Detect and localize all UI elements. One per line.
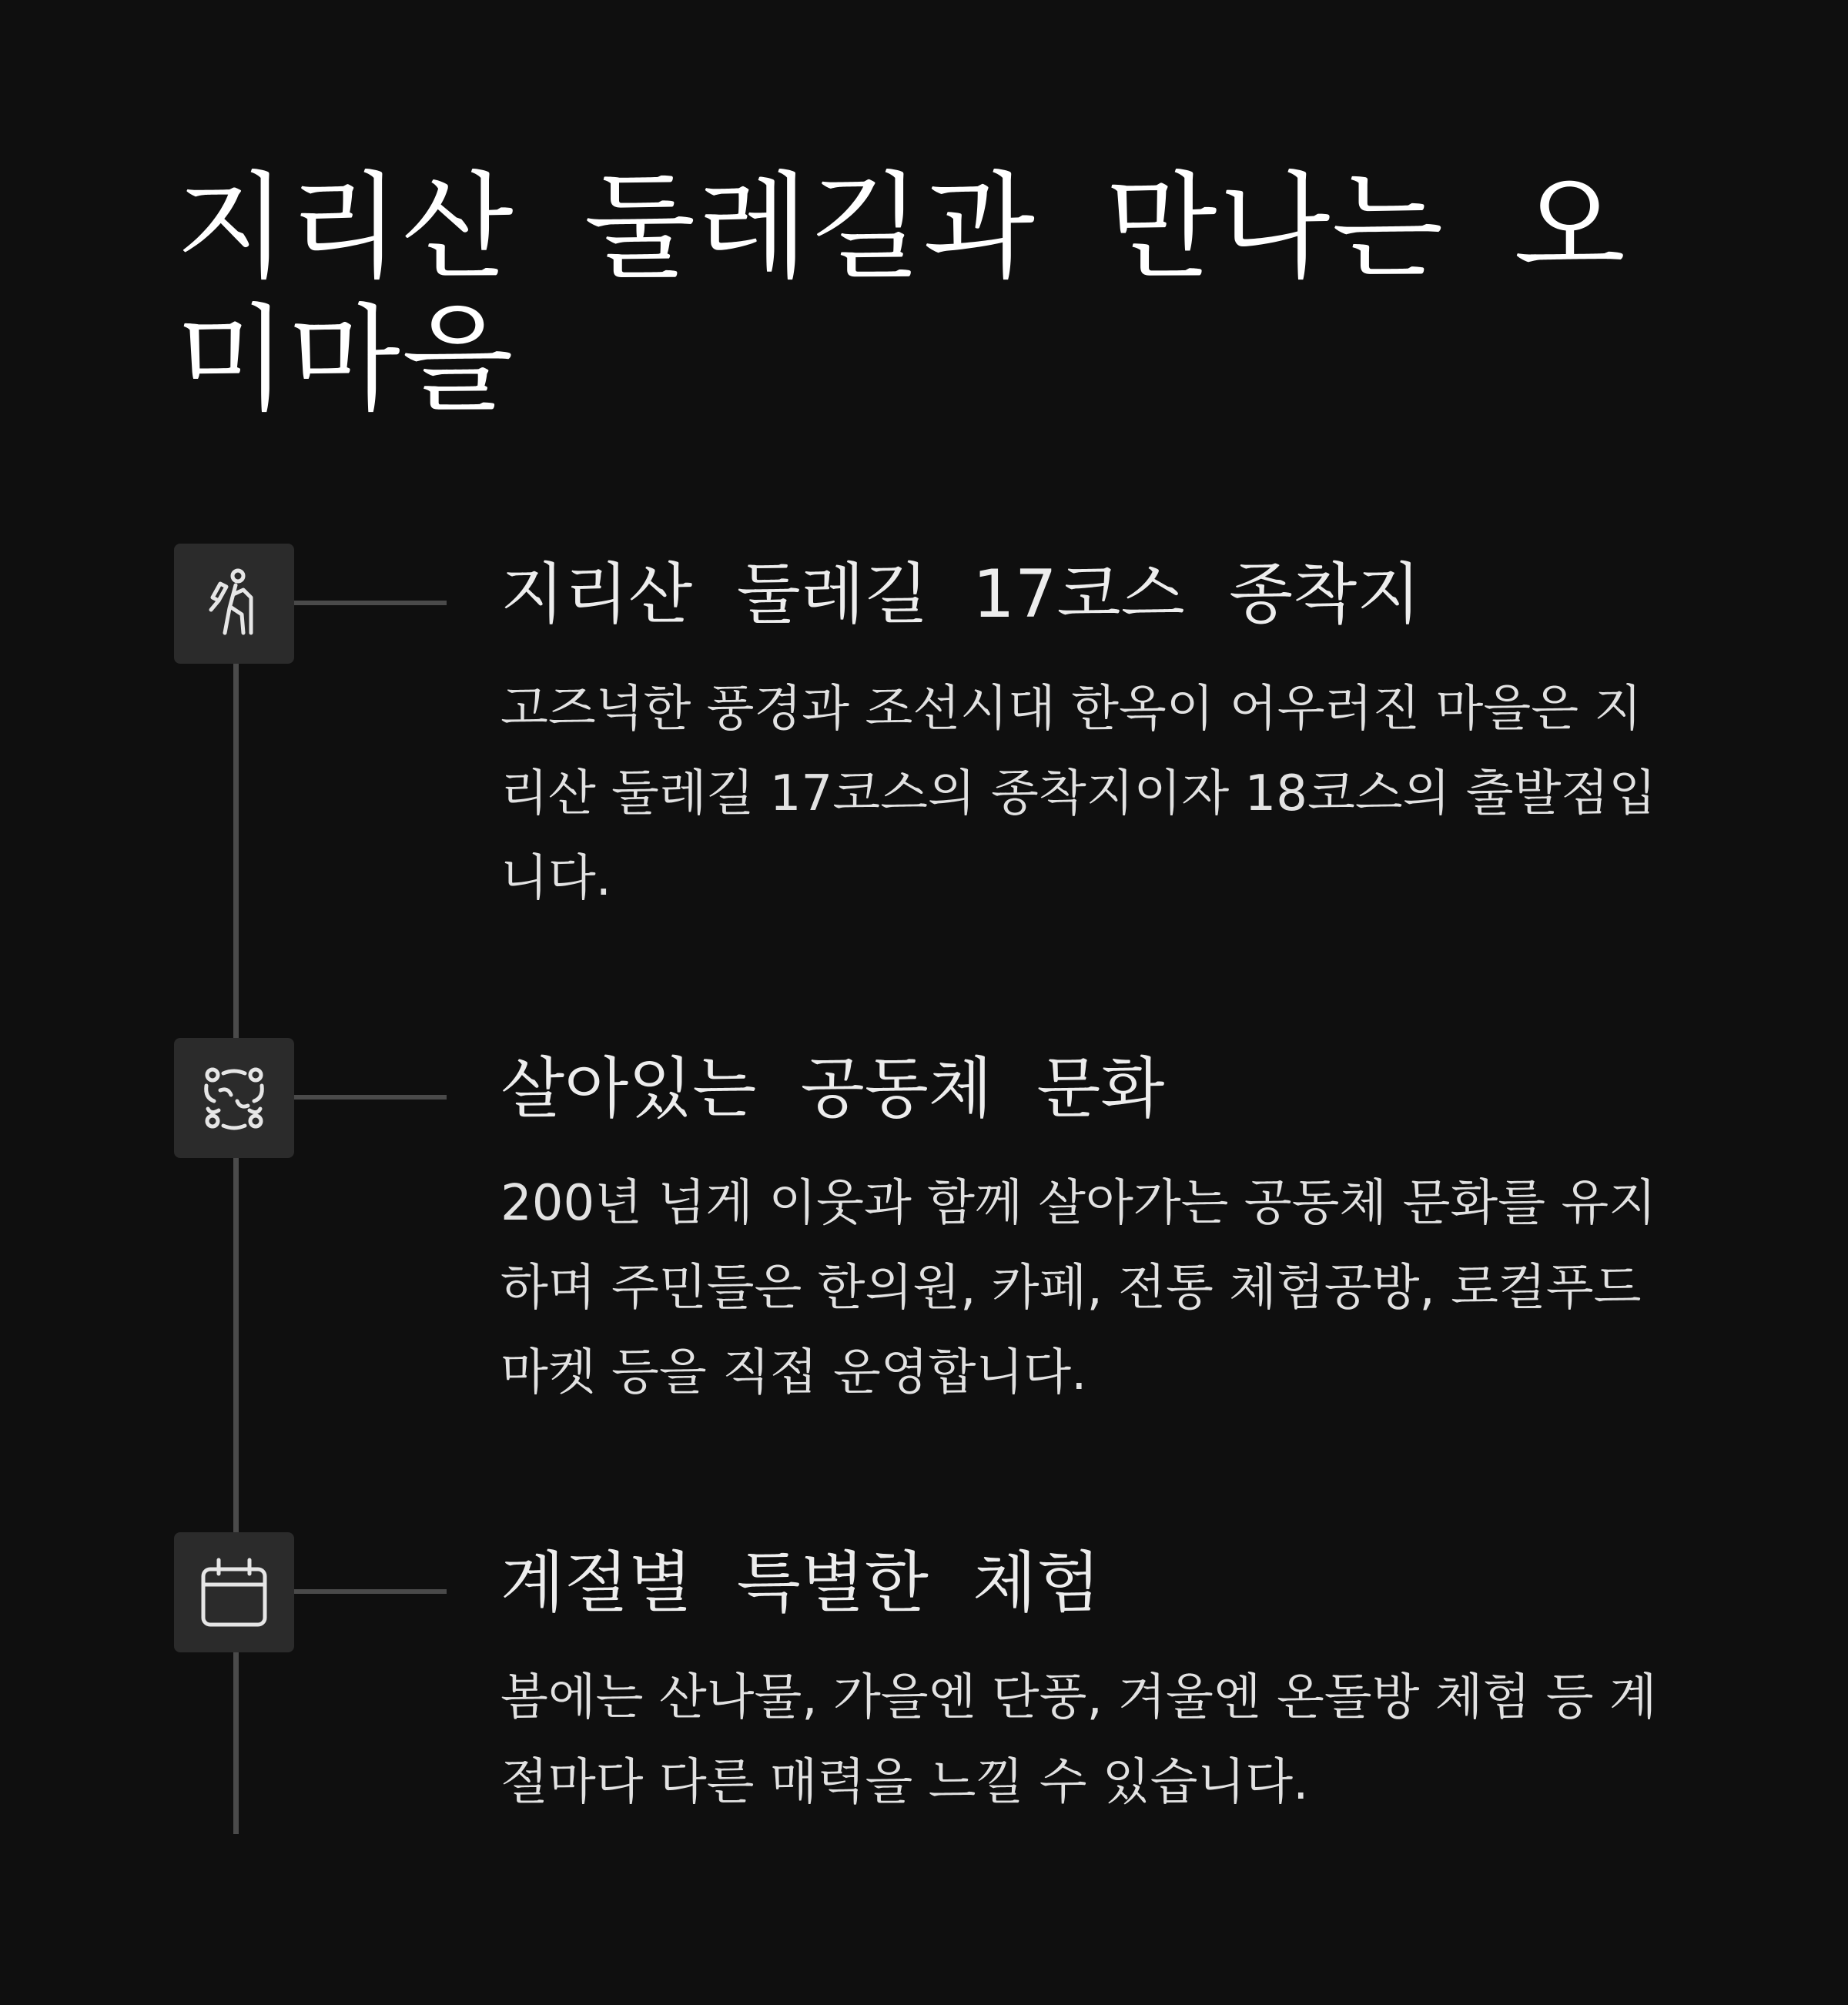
item-description: 고즈넉한 풍경과 조선시대 한옥이 어우러진 마을은 지리산 둘레길 17코스의 종착지이자 18코스의 출발점입니다.: [500, 681, 1657, 907]
item-description: 200년 넘게 이웃과 함께 살아가는 공동체 문화를 유지하며 주민들은 한의원, 카페, 전통 체험공방, 로컬푸드 마켓 등을 직접 운영합니다.: [500, 1175, 1657, 1401]
item-description: 봄에는 산나물, 가을엔 단풍, 겨울엔 온돌방 체험 등 계절마다 다른 매력을 느낄 수 있습니다.: [500, 1669, 1657, 1811]
item-title: 지리산 둘레길 17코스 종착지: [500, 556, 1421, 633]
calendar-icon: [174, 1532, 294, 1652]
item-title: 살아있는 공동체 문화: [500, 1050, 1165, 1127]
community-icon: [174, 1038, 294, 1158]
timeline-line: [233, 662, 239, 1834]
page-title: 지리산 둘레길과 만나는 오미마을: [176, 161, 1627, 427]
connector-line: [294, 601, 447, 605]
hiker-icon: [174, 544, 294, 664]
item-title: 계절별 특별한 체험: [500, 1545, 1101, 1622]
connector-line: [294, 1095, 447, 1100]
connector-line: [294, 1589, 447, 1594]
